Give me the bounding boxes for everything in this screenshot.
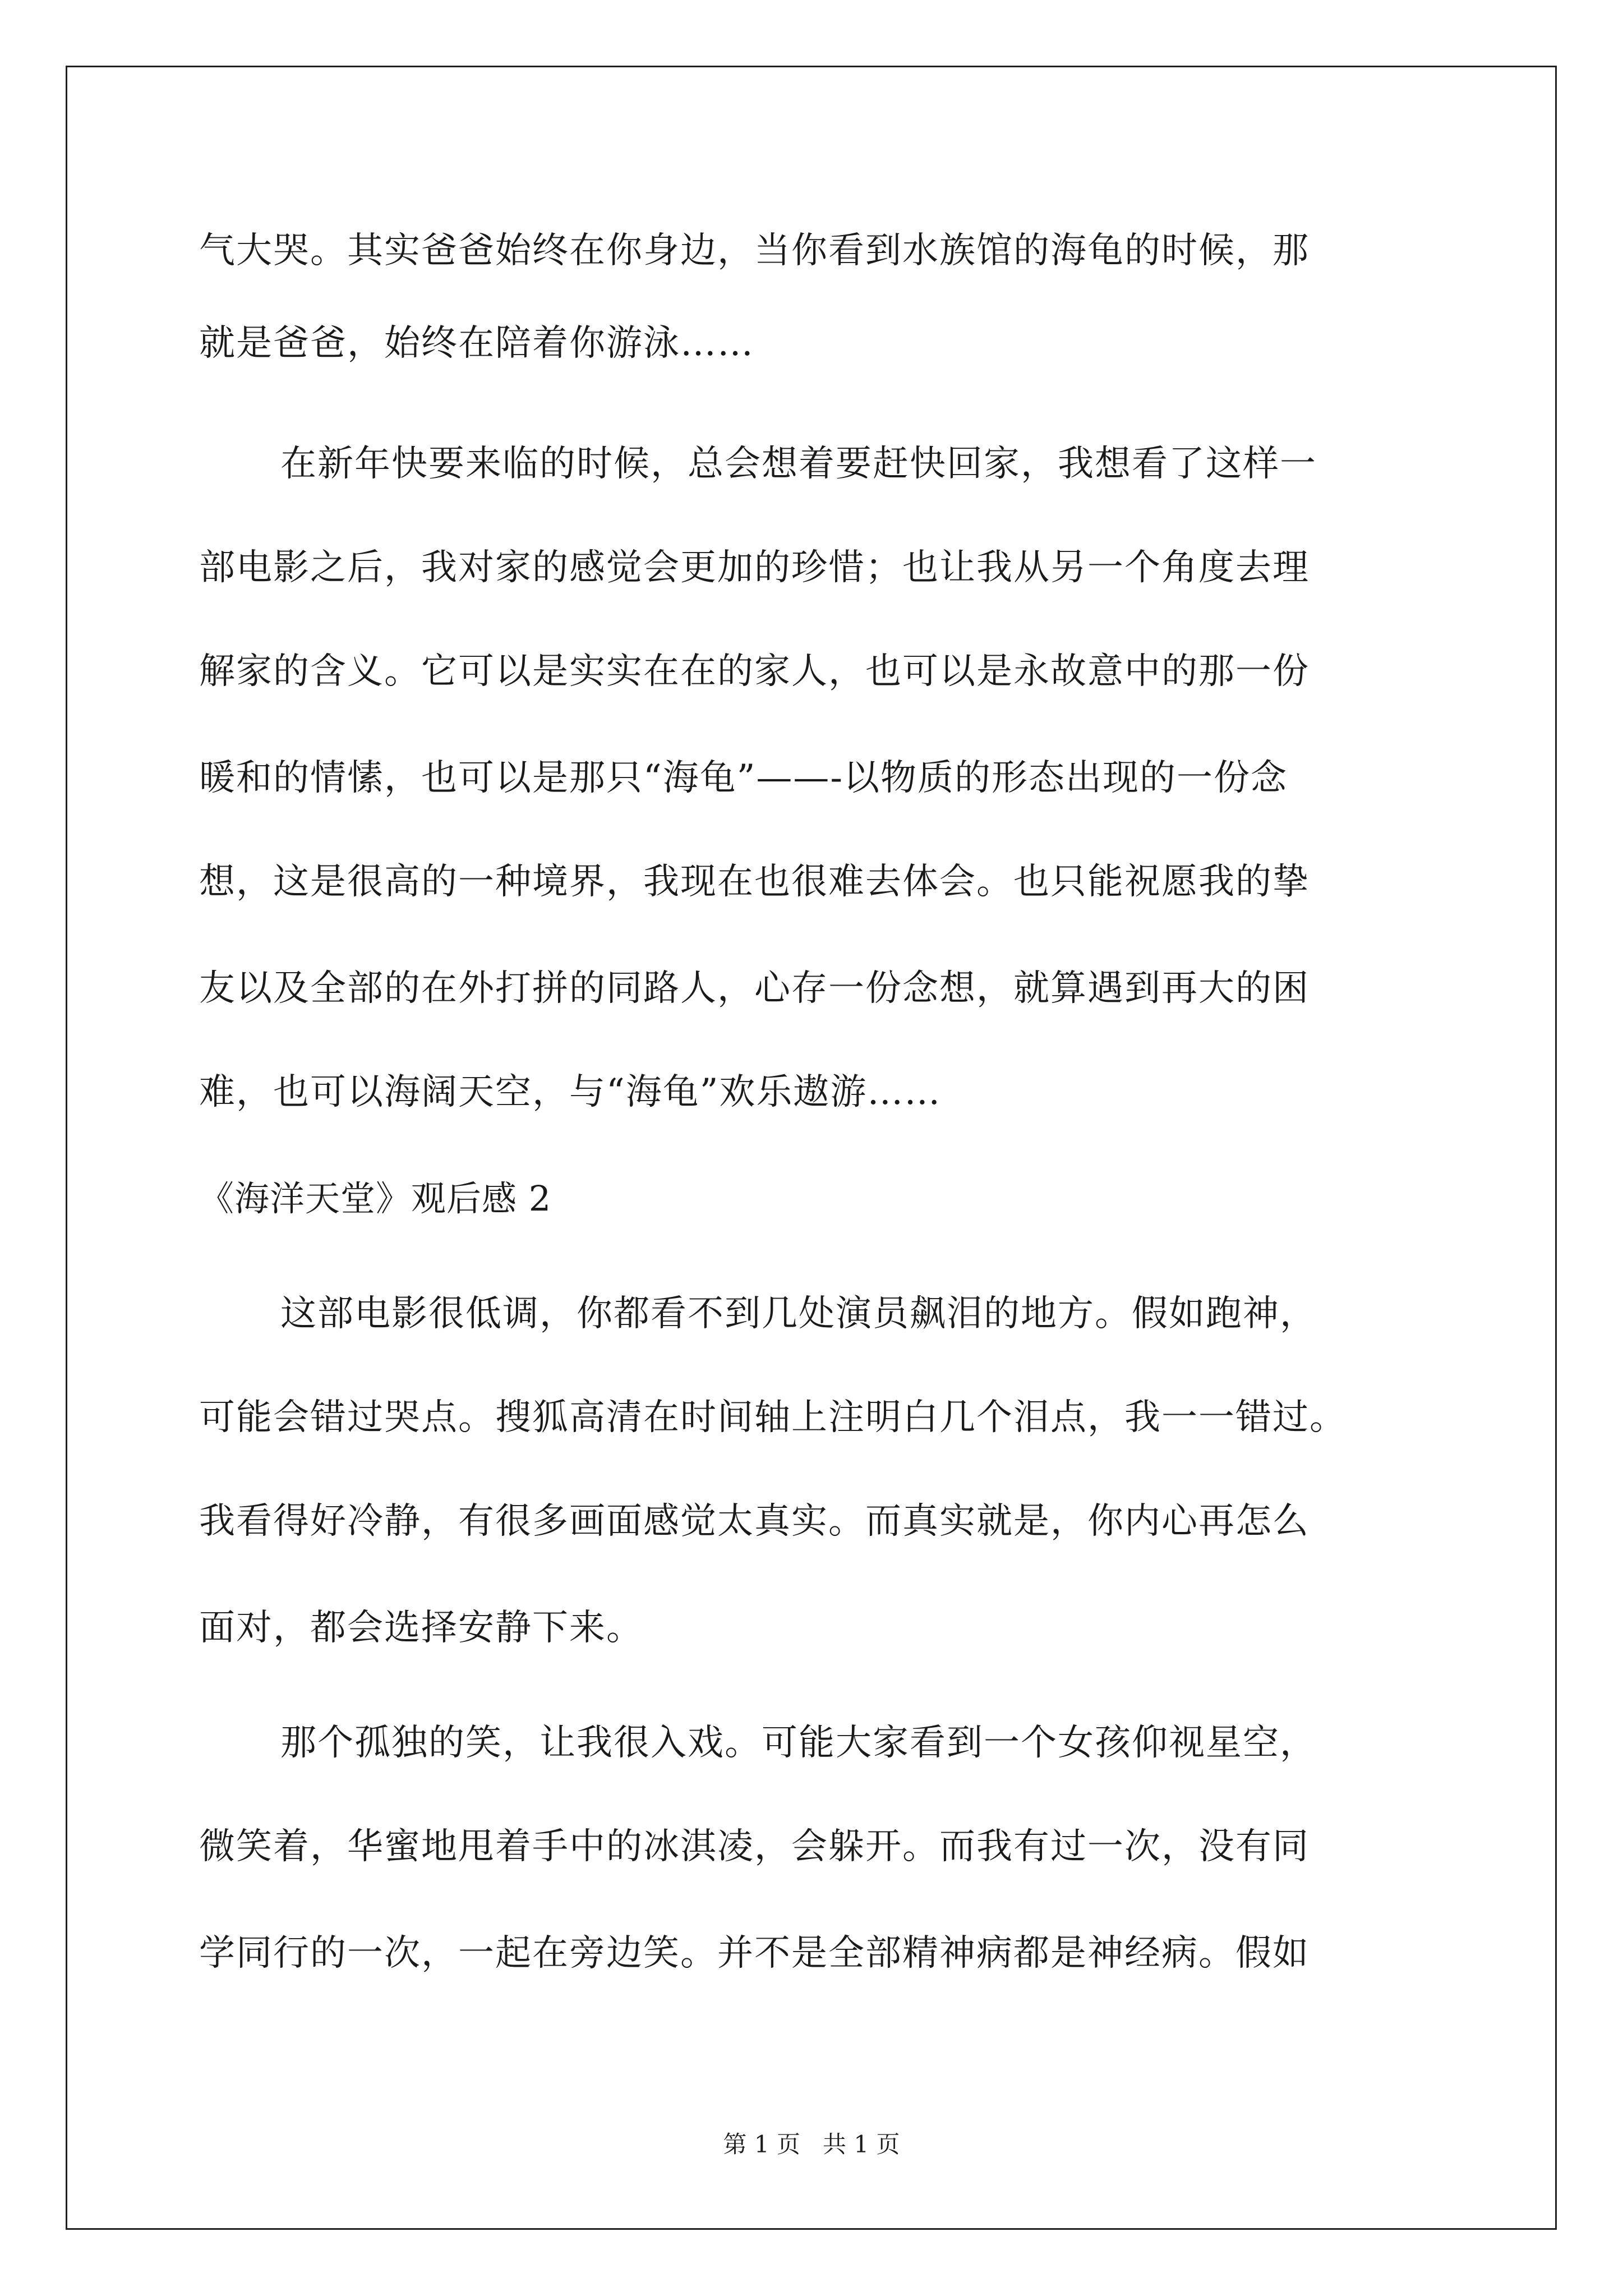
- page-footer: 第 1 页 共 1 页: [723, 2131, 900, 2158]
- text-line: 这部电影很低调，你都看不到几处演员飙泪的地方。假如跑神，: [280, 1293, 1317, 1335]
- text-line: 暖和的情愫，也可以是那只“海龟”——-以物质的形态出现的一份念: [199, 757, 1288, 799]
- text-line: 难，也可以海阔天空，与“海龟”欢乐遨游……: [199, 1071, 942, 1113]
- text-line: 部电影之后，我对家的感觉会更加的珍惜；也让我从另一个角度去理: [199, 547, 1310, 588]
- text-line: 想，这是很高的一种境界，我现在也很难去体会。也只能祝愿我的挚: [199, 861, 1310, 903]
- text-line: 我看得好冷静，有很多画面感觉太真实。而真实就是，你内心再怎么: [199, 1501, 1310, 1542]
- text-line: 在新年快要来临的时候，总会想着要赶快回家，我想看了这样一: [280, 443, 1317, 485]
- text-line: 学同行的一次，一起在旁边笑。并不是全部精神病都是神经病。假如: [199, 1932, 1310, 1974]
- section-heading: 《海洋天堂》观后感 2: [199, 1178, 552, 1219]
- text-line: 解家的含义。它可以是实实在在的家人，也可以是永故意中的那一份: [199, 651, 1310, 692]
- text-line: 面对，都会选择安静下来。: [199, 1607, 643, 1649]
- text-line: 气大哭。其实爸爸始终在你身边，当你看到水族馆的海龟的时候，那: [199, 230, 1310, 272]
- text-line: 友以及全部的在外打拼的同路人，心存一份念想，就算遇到再大的困: [199, 968, 1310, 1009]
- text-line: 那个孤独的笑，让我很入戏。可能大家看到一个女孩仰视星空，: [280, 1722, 1317, 1764]
- text-line: 微笑着，华蜜地甩着手中的冰淇凌，会躲开。而我有过一次，没有同: [199, 1826, 1310, 1867]
- text-line: 就是爸爸，始终在陪着你游泳……: [199, 323, 754, 364]
- text-line: 可能会错过哭点。搜狐高清在时间轴上注明白几个泪点，我一一错过。: [199, 1397, 1347, 1438]
- page-border: [66, 66, 1557, 2230]
